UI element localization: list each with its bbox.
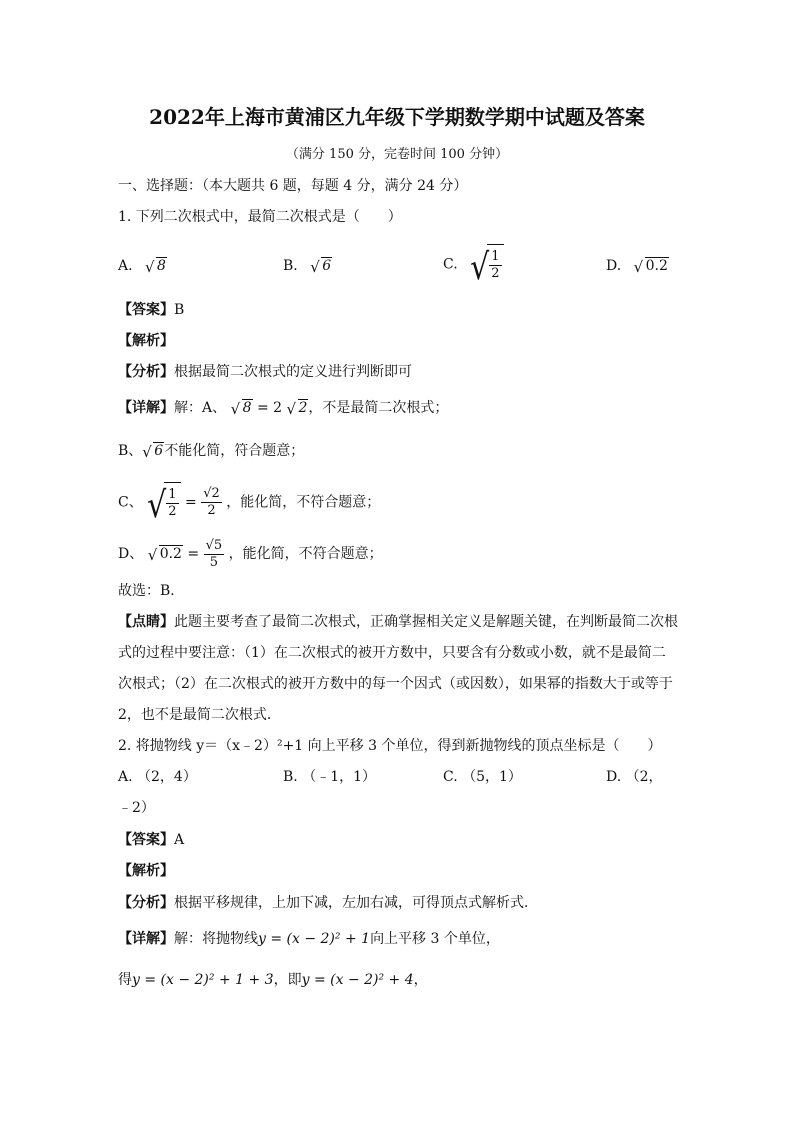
q1-option-c <box>443 244 504 289</box>
q1-option-b <box>283 256 332 276</box>
q1-xiangjie-a: 【详解】解：A、 √ 8 = 2 √ 2，不是最简二次根式； <box>118 400 449 418</box>
q2-xj-expr1: y = (x − 2)² + 1 <box>258 931 371 947</box>
q2-stem: 2. 将抛物线 y＝（x﹣2）²+1 向上平移 3 个单位，得到新抛物线的顶点坐标是（ ） <box>118 738 662 754</box>
q2-xj-expr3: y = (x − 2)² + 4 <box>301 972 414 988</box>
q1-option-c-label: C. <box>443 256 458 273</box>
q1-xj-a-radical: √ 8 <box>230 400 252 418</box>
q1-xj-c-radical: √ $\frac{1}{2}$ <box>147 482 180 523</box>
q1-option-b-radical: √ 6 <box>310 258 332 276</box>
q1-dianjing-l3: 次根式；（2）在二次根式的被开方数中的每一个因式（或因数），如果幂的指数大于或等于 <box>118 676 673 692</box>
q1-xj-a-radical2: √ 2 <box>286 400 308 418</box>
q1-xj-b-radical: √ 6 <box>142 443 164 461</box>
q2-xiangjie-l2: 得y = (x − 2)² + 1 + 3，即y = (x − 2)² + 4， <box>118 972 428 988</box>
q2-analysis-tag: 【解析】 <box>118 863 174 879</box>
q2-option-d-cont: ﹣2） <box>118 800 155 816</box>
q1-option-a-radical: √ 8 <box>145 258 166 276</box>
q1-option-a-label: A. <box>118 258 133 274</box>
q2-fenxi: 【分析】根据平移规律，上加下减，左加右减，可得顶点式解析式． <box>118 895 538 911</box>
q1-xj-d-radical: √ 0.2 <box>147 546 182 564</box>
q2-option-b: B. （﹣1，1） <box>283 769 377 785</box>
q1-answer: 【答案】B <box>118 302 185 318</box>
q1-dianjing-l2: 式的过程中要注意：（1）在二次根式的被开方数中，只要含有分数或小数，就不是最简二 <box>118 645 666 661</box>
q1-xj-d-result: $\frac{√5}{5}$ <box>205 537 223 570</box>
q1-option-b-label: B. <box>283 258 298 274</box>
q1-option-d-radical: √ 0.2 <box>633 258 668 276</box>
q1-option-a <box>118 256 167 276</box>
q2-answer: 【答案】A <box>118 832 185 848</box>
q2-xiangjie-l1: 【详解】解：将抛物线y = (x − 2)² + 1向上平移 3 个单位， <box>118 931 500 947</box>
q1-dianjing-l1: 【点睛】此题主要考查了最简二次根式，正确掌握相关定义是解题关键，在判断最简二次根 <box>118 614 678 630</box>
q1-xiangjie-c: C、 √ $\frac{1}{2}$ = $\frac{√2}{2}$ ，能化简，不符合题意； <box>118 482 380 523</box>
section-heading: 一、选择题：（本大题共 6 题，每题 4 分，满分 24 分） <box>118 178 468 194</box>
q2-option-c: C. （5，1） <box>443 769 522 785</box>
q1-dianjing-l4: 2，也不是最简二次根式． <box>118 707 281 723</box>
page-subtitle: （满分 150 分，完卷时间 100 分钟） <box>285 147 509 162</box>
q2-option-d: D. （2， <box>606 769 663 785</box>
q1-fenxi: 【分析】根据最简二次根式的定义进行判断即可 <box>118 364 412 380</box>
q1-xiangjie-b: B、 √ 6不能化简，符合题意； <box>118 443 305 461</box>
q2-xj-expr2: y = (x − 2)² + 1 + 3 <box>132 972 274 988</box>
q1-stem: 1. 下列二次根式中，最简二次根式是（ ） <box>118 209 402 225</box>
q1-option-d <box>606 256 669 276</box>
q2-option-a: A. （2，4） <box>118 769 197 785</box>
q1-xj-c-result: $\frac{√2}{2}$ <box>203 486 220 518</box>
page-title: 2022年上海市黄浦区九年级下学期数学期中试题及答案 <box>149 105 645 129</box>
q1-xiangjie-d: D、 √ 0.2 = $\frac{√5}{5}$ ，能化简，不符合题意； <box>118 536 383 572</box>
q1-choose: 故选：B． <box>118 583 185 599</box>
q1-analysis-tag: 【解析】 <box>118 333 174 349</box>
q1-option-d-label: D. <box>606 258 622 274</box>
q1-option-c-radical: √ $\frac{1}{2}$ <box>470 244 503 285</box>
